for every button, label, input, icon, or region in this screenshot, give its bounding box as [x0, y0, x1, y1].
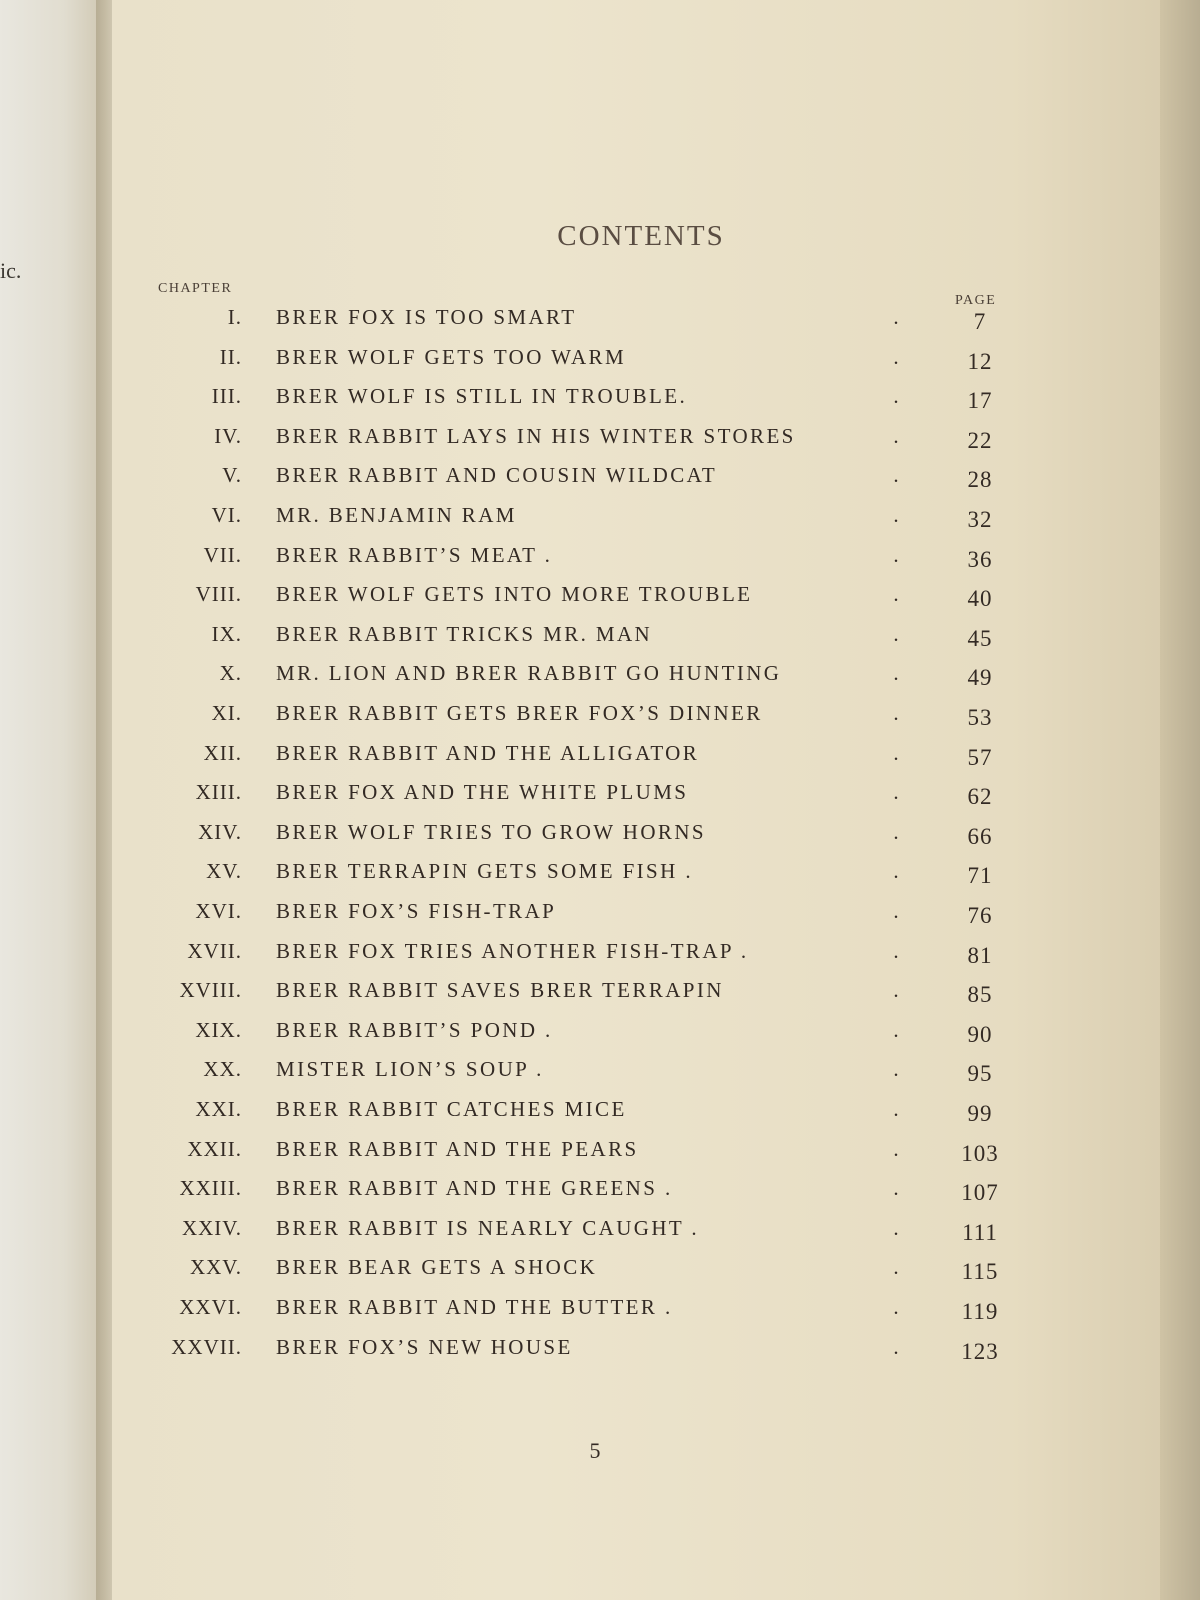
chapter-numeral: XXVI.: [179, 1295, 242, 1319]
dot-leader: .: [893, 1255, 899, 1280]
toc-entry: [0, 978, 1200, 1012]
chapter-title: BRER FOX’S NEW HOUSE: [276, 1334, 573, 1359]
chapter-page-number: 7: [973, 309, 987, 334]
chapter-page-number: 115: [961, 1259, 999, 1285]
chapter-page-number: 119: [961, 1299, 999, 1324]
chapter-page-number: 107: [961, 1180, 999, 1206]
chapter-page-number: 40: [967, 586, 993, 612]
chapter-page-number: 32: [967, 507, 993, 532]
chapter-numeral: IV.: [214, 423, 242, 448]
chapter-title: BRER BEAR GETS A SHOCK: [276, 1255, 598, 1280]
chapter-title: BRER RABBIT’S POND .: [276, 1017, 553, 1042]
chapter-numeral: VIII.: [195, 582, 242, 607]
dot-leader: .: [893, 1215, 899, 1240]
chapter-page-number: 66: [967, 823, 993, 849]
chapter-title: BRER RABBIT AND COUSIN WILDCAT: [276, 463, 718, 488]
dot-leader: .: [893, 1176, 899, 1201]
toc-entry: [0, 424, 1200, 458]
chapter-numeral: V.: [222, 463, 242, 488]
chapter-title: BRER RABBIT AND THE PEARS: [276, 1136, 639, 1161]
chapter-title: BRER RABBIT TRICKS MR. MAN: [276, 621, 653, 646]
chapter-title: BRER RABBIT CATCHES MICE: [276, 1097, 627, 1121]
dot-leader: .: [893, 978, 899, 1003]
chapter-title: BRER RABBIT AND THE GREENS .: [276, 1176, 673, 1201]
toc-entry: [0, 1255, 1200, 1289]
toc-entry: [0, 1137, 1200, 1171]
chapter-title: MISTER LION’S SOUP .: [276, 1057, 544, 1082]
toc-entry: [0, 1295, 1200, 1329]
chapter-numeral: XXVII.: [171, 1334, 242, 1359]
chapter-page-number: 90: [967, 1021, 993, 1047]
page-column-label: PAGE: [955, 293, 997, 308]
chapter-numeral: XVI.: [195, 899, 242, 923]
chapter-page-number: 71: [967, 863, 993, 889]
dot-leader: .: [893, 1295, 899, 1319]
chapter-numeral: XI.: [211, 701, 242, 725]
dot-leader: .: [893, 1334, 899, 1359]
toc-entry: [0, 384, 1200, 418]
dot-leader: .: [893, 1136, 899, 1161]
chapter-numeral: XVIII.: [179, 978, 242, 1003]
toc-entry: [0, 661, 1200, 695]
toc-entry: [0, 345, 1200, 379]
chapter-title: BRER WOLF TRIES TO GROW HORNS: [276, 819, 706, 844]
chapter-numeral: XVII.: [187, 938, 242, 963]
page-number: 5: [589, 1438, 601, 1463]
toc-entry: [0, 1216, 1200, 1250]
chapter-page-number: 49: [967, 665, 993, 691]
chapter-title: BRER RABBIT AND THE BUTTER .: [276, 1295, 673, 1319]
chapter-page-number: 45: [967, 625, 993, 651]
chapter-page-number: 57: [967, 744, 993, 770]
dot-leader: .: [893, 780, 899, 805]
chapter-numeral: IX.: [211, 621, 242, 646]
chapter-page-number: 53: [967, 705, 993, 730]
dot-leader: .: [893, 938, 899, 963]
dot-leader: .: [893, 344, 899, 369]
toc-entry: [0, 1097, 1200, 1131]
chapter-title: BRER WOLF IS STILL IN TROUBLE.: [276, 384, 688, 409]
chapter-title: BRER RABBIT IS NEARLY CAUGHT .: [276, 1215, 700, 1240]
dot-leader: .: [893, 661, 899, 686]
chapter-title: BRER RABBIT’S MEAT .: [276, 542, 553, 567]
dot-leader: .: [893, 859, 899, 884]
chapter-title: BRER RABBIT SAVES BRER TERRAPIN: [276, 978, 724, 1003]
dot-leader: .: [893, 1097, 899, 1121]
chapter-page-number: 95: [967, 1061, 993, 1087]
chapter-page-number: 76: [967, 903, 993, 928]
dot-leader: .: [893, 701, 899, 725]
chapter-numeral: XXIII.: [179, 1176, 242, 1201]
chapter-title: BRER WOLF GETS TOO WARM: [276, 344, 627, 369]
chapter-numeral: VII.: [203, 542, 242, 567]
dot-leader: .: [893, 899, 899, 923]
chapter-page-number: 22: [967, 427, 993, 453]
chapter-page-number: 99: [967, 1101, 993, 1126]
chapter-title: BRER TERRAPIN GETS SOME FISH .: [276, 859, 694, 884]
toc-entry: [0, 1176, 1200, 1210]
chapter-page-number: 17: [967, 388, 993, 414]
chapter-page-number: 85: [967, 982, 993, 1008]
chapter-numeral: X.: [219, 661, 242, 686]
toc-entry: [0, 1335, 1200, 1369]
dot-leader: .: [893, 1057, 899, 1082]
chapter-page-number: 28: [967, 467, 993, 493]
dot-leader: .: [893, 1017, 899, 1042]
dot-leader: .: [893, 503, 899, 527]
dot-leader: .: [893, 621, 899, 646]
chapter-numeral: XIX.: [195, 1017, 242, 1042]
chapter-page-number: 12: [967, 348, 993, 374]
dot-leader: .: [893, 384, 899, 409]
chapter-numeral: XIII.: [195, 780, 242, 805]
chapter-numeral: II.: [219, 344, 242, 369]
chapter-page-number: 36: [967, 546, 993, 572]
chapter-numeral: III.: [211, 384, 242, 409]
chapter-title: BRER RABBIT AND THE ALLIGATOR: [276, 740, 700, 765]
chapter-numeral: XV.: [206, 859, 242, 884]
dot-leader: .: [893, 463, 899, 488]
dot-leader: .: [893, 582, 899, 607]
chapter-numeral: I.: [227, 305, 242, 329]
toc-entry: [0, 899, 1200, 933]
toc-entry: [0, 543, 1200, 577]
chapter-numeral: XXV.: [189, 1255, 242, 1280]
chapter-title: BRER FOX’S FISH-TRAP: [276, 899, 557, 923]
toc-entry: [0, 463, 1200, 497]
toc-entry: [0, 939, 1200, 973]
toc-entry: [0, 1018, 1200, 1052]
dot-leader: .: [893, 305, 899, 329]
dot-leader: .: [893, 542, 899, 567]
dot-leader: .: [893, 740, 899, 765]
toc-entry: [0, 859, 1200, 893]
chapter-title: BRER FOX AND THE WHITE PLUMS: [276, 780, 689, 805]
toc-entry: [0, 582, 1200, 616]
page-title: CONTENTS: [557, 220, 725, 252]
chapter-numeral: VI.: [211, 503, 242, 527]
chapter-page-number: 81: [967, 942, 993, 968]
chapter-numeral: XXI.: [195, 1097, 242, 1121]
chapter-title: MR. BENJAMIN RAM: [276, 503, 517, 527]
chapter-column-label: CHAPTER: [158, 281, 233, 296]
chapter-numeral: XXII.: [187, 1136, 242, 1161]
toc-entry: [0, 503, 1200, 537]
chapter-numeral: XIV.: [198, 819, 242, 844]
chapter-page-number: 123: [961, 1338, 999, 1364]
toc-entry: [0, 820, 1200, 854]
chapter-title: BRER RABBIT LAYS IN HIS WINTER STORES: [276, 423, 796, 448]
chapter-title: MR. LION AND BRER RABBIT GO HUNTING: [276, 661, 782, 686]
toc-entry: [0, 780, 1200, 814]
toc-entry: [0, 305, 1200, 339]
chapter-title: BRER WOLF GETS INTO MORE TROUBLE: [276, 582, 753, 607]
chapter-title: BRER FOX IS TOO SMART: [276, 305, 577, 329]
chapter-title: BRER FOX TRIES ANOTHER FISH-TRAP .: [276, 938, 749, 963]
dot-leader: .: [893, 423, 899, 448]
chapter-page-number: 111: [962, 1219, 998, 1245]
chapter-numeral: XX.: [203, 1057, 242, 1082]
chapter-numeral: XXIV.: [181, 1215, 242, 1240]
chapter-title: BRER RABBIT GETS BRER FOX’S DINNER: [276, 701, 763, 725]
chapter-page-number: 62: [967, 784, 993, 810]
toc-entry: [0, 1057, 1200, 1091]
chapter-numeral: XII.: [203, 740, 242, 765]
dot-leader: .: [893, 819, 899, 844]
chapter-page-number: 103: [961, 1140, 999, 1166]
toc-entry: [0, 701, 1200, 735]
left-page-edge-text: ic.: [0, 258, 22, 283]
toc-entry: [0, 622, 1200, 656]
toc-entry: [0, 741, 1200, 775]
